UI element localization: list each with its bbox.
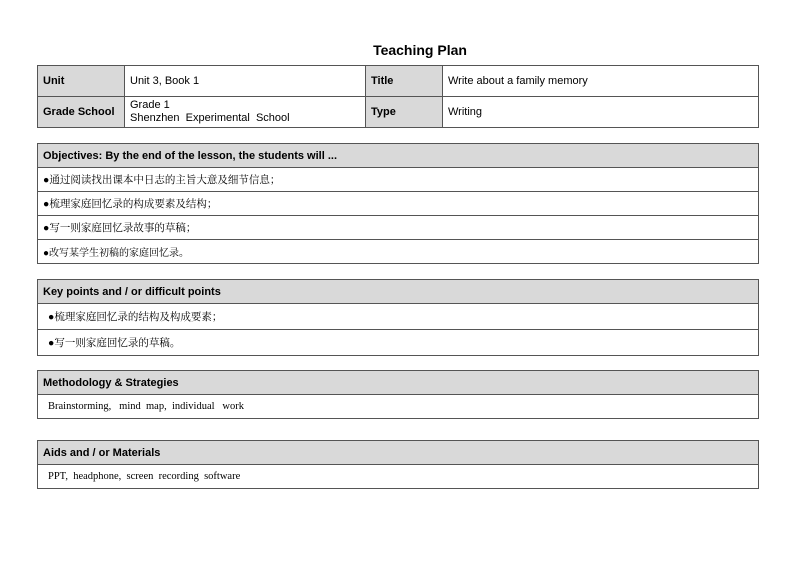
type-value: Writing xyxy=(443,97,759,128)
methodology-section xyxy=(37,370,759,419)
page-title: Teaching Plan xyxy=(373,42,467,58)
aids-section xyxy=(37,440,759,489)
objectives-section xyxy=(37,143,759,264)
grade-line: Grade 1 xyxy=(130,99,170,111)
title-value: Write about a family memory xyxy=(443,66,759,97)
info-row-unit xyxy=(38,66,759,97)
objective-item: ●改写某学生初稿的家庭回忆录。 xyxy=(38,240,759,264)
methodology-text: Brainstorming, mind map, individual work xyxy=(38,395,759,419)
objectives-header: Objectives: By the end of the lesson, the students will ... xyxy=(38,144,759,168)
title-label: Title xyxy=(366,66,443,97)
key-points-section xyxy=(37,279,759,356)
grade-value xyxy=(125,97,366,128)
key-points-header: Key points and / or difficult points xyxy=(38,280,759,304)
aids-text: PPT, headphone, screen recording software xyxy=(38,465,759,489)
objective-item: ●通过阅读找出课本中日志的主旨大意及细节信息； xyxy=(38,168,759,192)
grade-label: Grade School xyxy=(38,97,125,128)
info-table xyxy=(37,65,759,128)
unit-value: Unit 3, Book 1 xyxy=(125,66,366,97)
objective-item: ●梳理家庭回忆录的构成要素及结构； xyxy=(38,192,759,216)
objective-item: ●写一则家庭回忆录故事的草稿； xyxy=(38,216,759,240)
type-label: Type xyxy=(366,97,443,128)
unit-label: Unit xyxy=(38,66,125,97)
aids-header: Aids and / or Materials xyxy=(38,441,759,465)
key-point-item: ●写一则家庭回忆录的草稿。 xyxy=(38,330,759,356)
info-row-grade xyxy=(38,97,759,128)
school-line: Shenzhen Experimental School xyxy=(130,112,290,124)
key-point-item: ●梳理家庭回忆录的结构及构成要素； xyxy=(38,304,759,330)
methodology-header: Methodology & Strategies xyxy=(38,371,759,395)
